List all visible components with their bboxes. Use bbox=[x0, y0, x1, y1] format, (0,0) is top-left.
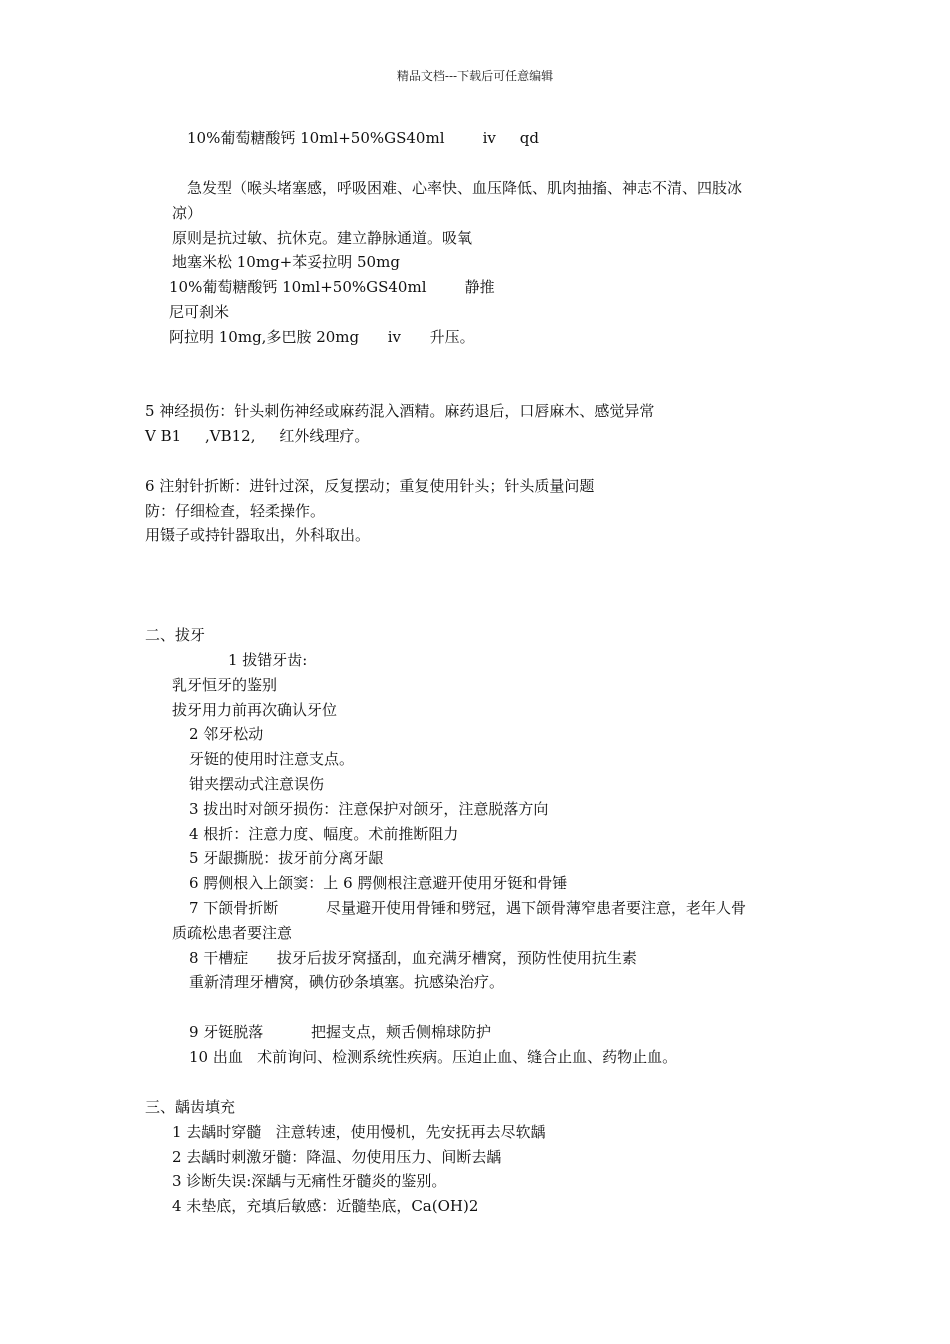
text-line: 急发型（喉头堵塞感，呼吸困难、心率快、血压降低、肌肉抽搐、神志不清、四肢冰 bbox=[187, 179, 743, 197]
text-line: 原则是抗过敏、抗休克。建立静脉通道。吸氧 bbox=[172, 229, 473, 247]
text-line: 2 邻牙松动 bbox=[189, 725, 264, 743]
text-line: 1 拔错牙齿: bbox=[228, 651, 308, 669]
text-line: 8 干槽症 拔牙后拔牙窝搔刮，血充满牙槽窝，预防性使用抗生素 bbox=[189, 949, 637, 967]
section-heading: 二、拔牙 bbox=[145, 626, 206, 644]
text-line: 10%葡萄糖酸钙 10ml+50%GS40ml 静推 bbox=[169, 278, 495, 296]
text-line: 尼可刹米 bbox=[169, 303, 230, 321]
text-line: 牙铤的使用时注意支点。 bbox=[189, 750, 355, 768]
text-line: 4 未垫底，充填后敏感：近髓垫底，Ca(OH)2 bbox=[172, 1197, 479, 1215]
text-line: 凉） bbox=[172, 204, 203, 222]
text-line: 地塞米松 10mg+苯妥拉明 50mg bbox=[172, 253, 400, 271]
text-line: V B1 ,VB12, 红外线理疗。 bbox=[145, 427, 370, 445]
text-line: 1 去龋时穿髓 注意转速，使用慢机，先安抚再去尽软龋 bbox=[172, 1123, 546, 1141]
text-line: 拔牙用力前再次确认牙位 bbox=[172, 701, 338, 719]
text-line: 重新清理牙槽窝，碘仿砂条填塞。抗感染治疗。 bbox=[189, 973, 505, 991]
text-line: 钳夹摆动式注意误伤 bbox=[189, 775, 325, 793]
text-line: 10%葡萄糖酸钙 10ml+50%GS40ml iv qd bbox=[187, 129, 539, 147]
text-line: 用镊子或持针器取出，外科取出。 bbox=[145, 526, 371, 544]
text-line: 2 去龋时刺激牙髓：降温、勿使用压力、间断去龋 bbox=[172, 1148, 502, 1166]
page-header: 精品文档---下载后可任意编辑 bbox=[396, 69, 554, 83]
text-line: 6 注射针折断：进针过深，反复摆动；重复使用针头；针头质量问题 bbox=[145, 477, 595, 495]
text-line: 质疏松患者要注意 bbox=[172, 924, 293, 942]
section-heading: 三、龋齿填充 bbox=[145, 1098, 236, 1116]
text-line: 5 牙龈撕脱：拔牙前分离牙龈 bbox=[189, 849, 384, 867]
text-line: 乳牙恒牙的鉴别 bbox=[172, 676, 278, 694]
text-line: 3 拔出时对颌牙损伤：注意保护对颌牙，注意脱落方向 bbox=[189, 800, 549, 818]
text-line: 4 根折：注意力度、幅度。术前推断阻力 bbox=[189, 825, 459, 843]
text-line: 7 下颌骨折断 尽量避开使用骨锤和劈冠，遇下颌骨薄窄患者要注意，老年人骨 bbox=[189, 899, 746, 917]
text-line: 3 诊断失误:深龋与无痛性牙髓炎的鉴别。 bbox=[172, 1172, 447, 1190]
text-line: 5 神经损伤：针头刺伤神经或麻药混入酒精。麻药退后，口唇麻木、感觉异常 bbox=[145, 402, 655, 420]
text-line: 防：仔细检查，轻柔操作。 bbox=[145, 502, 326, 520]
text-line: 6 腭侧根入上颌窦：上 6 腭侧根注意避开使用牙铤和骨锤 bbox=[189, 874, 568, 892]
text-line: 阿拉明 10mg,多巴胺 20mg iv 升压。 bbox=[169, 328, 475, 346]
text-line: 10 出血 术前询问、检测系统性疾病。压迫止血、缝合止血、药物止血。 bbox=[189, 1048, 678, 1066]
text-line: 9 牙铤脱落 把握支点，颊舌侧棉球防护 bbox=[189, 1023, 491, 1041]
